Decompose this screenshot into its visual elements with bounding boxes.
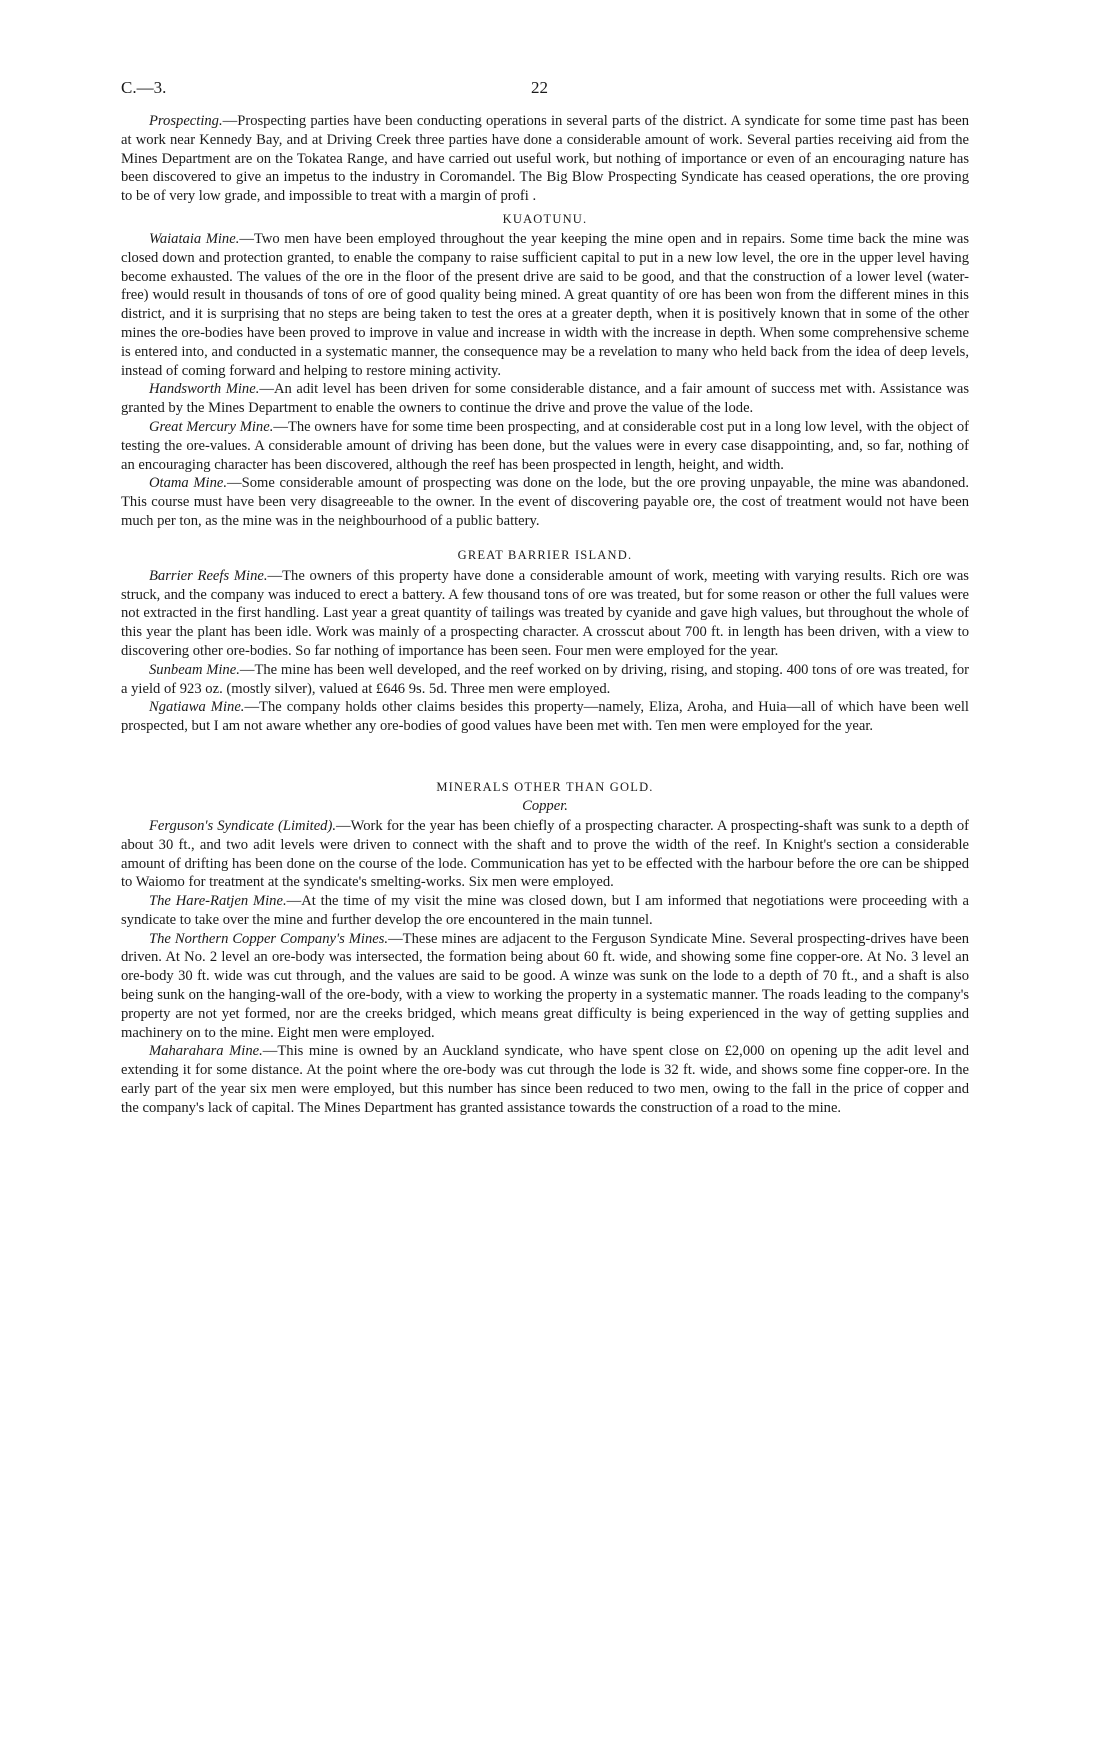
subheading-copper: Copper. bbox=[522, 797, 568, 814]
paragraph-text: —This mine is owned by an Auckland syndicate, who have spent close on £2,000 on opening up the adit level and extending it for some distance. At the point where the ore-body was cut through the lode is 32 ft. wide, and shows some fine copper-ore. In the early part of the year six men were employed, but this number has since been reduced to two men, owing to the fall in the price of copper and the company's lack of capital. The Mines Department has granted assistance towards the construction of a road to the mine. bbox=[121, 1043, 969, 1116]
paragraph-lead: Ngatiawa Mine. bbox=[149, 699, 245, 716]
paragraph-maharahara-mine bbox=[121, 1042, 969, 1117]
page-number: 22 bbox=[531, 78, 548, 97]
paragraph-lead: Prospecting. bbox=[149, 113, 223, 129]
section-heading-minerals-other-than-gold: MINERALS OTHER THAN GOLD. bbox=[436, 779, 654, 794]
paragraph-handsworth-mine bbox=[121, 380, 969, 418]
page-header bbox=[121, 78, 969, 112]
paragraph-text: —Two men have been employed throughout the year keeping the mine open and in repairs. Some time back the mine was closed down and protection granted, to enable the company to raise sufficient capital to put in a new low level, the ore in the upper level having become exhausted. The values of the ore in the floor of the present drive are said to be good, and that the construction of a lower level (water-free) would result in thousands of tons of ore of good quality being mined. A great quantity of ore has been won from the different mines in this district, and it is surprising that no steps are being taken to test the ores at a greater depth, when it is positively known that in some of the other mines the ore-bodies have been proved to improve in value and increase in width with the increase in depth. When some comprehensive scheme is entered into, and conducted in a systematic manner, the consequence may be a revelation to many who held back from the idea of deep levels, instead of coming forward and helping to restore mining activity. bbox=[121, 230, 969, 379]
paragraph-fergusons-syndicate bbox=[121, 817, 969, 892]
paragraph-great-mercury-mine bbox=[121, 418, 969, 474]
paragraph-otama-mine bbox=[121, 474, 969, 530]
paragraph-lead: Barrier Reefs Mine. bbox=[149, 567, 268, 584]
paragraph-sunbeam-mine bbox=[121, 661, 969, 699]
paragraph-lead: Ferguson's Syndicate (Limited). bbox=[149, 817, 336, 834]
paragraph-waiataia-mine bbox=[121, 230, 969, 380]
paragraph-text: —These mines are adjacent to the Ferguson Syndicate Mine. Several prospecting-drives have been driven. At No. 2 level an ore-body was intersected, the formation being about 60 ft. wide, and showing some fine copper-ore. At No. 3 level an ore-body 30 ft. wide was cut through, and the values are said to be good. A winze was sunk on the lode to a depth of 70 ft., and a shaft is also being sunk on the hanging-wall of the ore-body, with a view to working the property in a systematic manner. The roads leading to the company's property are not yet formed, nor are the creeks bridged, which means great difficulty is being experienced in the way of getting supplies and machinery on to the mine. Eight men were employed. bbox=[121, 930, 969, 1041]
paragraph-lead: The Northern Copper Company's Mines. bbox=[149, 930, 389, 947]
paragraph-text: —The mine has been well developed, and the reef worked on by driving, rising, and stoping. 400 tons of ore was treated, for a yield of 923 oz. (mostly silver), valued at £646 9s. 5d. Three men were employed. bbox=[121, 661, 969, 697]
paragraph-lead: Otama Mine. bbox=[149, 475, 227, 492]
paragraph-prospecting bbox=[121, 112, 969, 206]
paragraph-northern-copper-company bbox=[121, 930, 969, 1043]
paragraph-text: —The company holds other claims besides this property—namely, Eliza, Aroha, and Huia—all of which have been well prospected, but I am not aware whether any ore-bodies of good values have been met with. Ten men were employed for the year. bbox=[121, 699, 969, 735]
paragraph-text: —An adit level has been driven for some considerable distance, and a fair amount of success met with. Assistance was granted by the Mines Department to enable the owners to continue the drive and prove the value of the lode. bbox=[121, 381, 970, 417]
paragraph-text: —The owners of this property have done a considerable amount of work, meeting with varying results. Rich ore was struck, and the company was induced to erect a battery. A few thousand tons of ore was treated, but for some reason or other the full values were not extracted in the first handling. Last year a great quantity of tailings was treated by cyanide and gave high values, but throughout the whole of this year the plant has been idle. Work was mainly of a prospecting character. A crosscut about 700 ft. in length has been driven, with a view to discovering other ore-bodies. So far nothing of importance has been seen. Four men were employed for the year. bbox=[121, 567, 969, 659]
paragraph-hare-ratjen-mine bbox=[121, 892, 969, 930]
paragraph-barrier-reefs-mine bbox=[121, 567, 969, 661]
paragraph-text: —Prospecting parties have been conducting operations in several parts of the district. A syndicate for some time past has been at work near Kennedy Bay, and at Driving Creek three parties have done a considerable amount of work. Several parties receiving aid from the Mines Department are on the Tokatea Range, and have carried out useful work, but nothing of importance or even of an encouraging nature has been discovered to give an impetus to the industry in Coromandel. The Big Blow Prospecting Syndicate has ceased operations, the ore proving to be of very low grade, and impossible to treat with a margin of profi . bbox=[121, 113, 969, 205]
paragraph-ngatiawa-mine bbox=[121, 698, 969, 736]
paragraph-text: —The owners have for some time been prospecting, and at considerable cost put in a long low level, with the object of testing the ore-values. A considerable amount of driving has been done, but the values were in every case disappointing, and, so far, nothing of an encouraging character has been discovered, although the reef has been prospected in length, height, and width. bbox=[121, 418, 969, 473]
paragraph-lead: Maharahara Mine. bbox=[149, 1043, 263, 1060]
paragraph-lead: Sunbeam Mine. bbox=[149, 661, 240, 678]
document-page bbox=[121, 78, 969, 1118]
paragraph-lead: The Hare-Ratjen Mine. bbox=[149, 893, 287, 910]
paragraph-lead: Handsworth Mine. bbox=[149, 381, 260, 398]
section-heading-kuaotunu: KUAOTUNU. bbox=[502, 211, 588, 226]
paragraph-lead: Waiataia Mine. bbox=[149, 230, 240, 247]
paragraph-text: —Work for the year has been chiefly of a prospecting character. A prospecting-shaft was sunk to a depth of about 30 ft., and two adit levels were driven to connect with the shaft and to prove the width of the reef. In Knight's section a considerable amount of drifting has been done on the course of the lode. Communication has yet to be effected with the harbour before the ore can be shipped to Waiomo for treatment at the syndicate's smelting-works. Six men were employed. bbox=[121, 817, 969, 891]
paragraph-text: —Some considerable amount of prospecting was done on the lode, but the ore proving unpayable, the mine was abandoned. This course must have been very disagreeable to the owner. In the event of discovering payable ore, the cost of treatment would not have been much per ton, as the mine was in the neighbourhood of a public battery. bbox=[121, 475, 969, 529]
paragraph-text: —At the time of my visit the mine was closed down, but I am informed that negotiations were proceeding with a syndicate to take over the mine and further develop the ore encountered in the main tunnel. bbox=[121, 893, 969, 928]
section-heading-great-barrier-island: GREAT BARRIER ISLAND. bbox=[457, 547, 633, 562]
paragraph-lead: Great Mercury Mine. bbox=[149, 418, 274, 435]
document-id: C.—3. bbox=[121, 78, 167, 97]
